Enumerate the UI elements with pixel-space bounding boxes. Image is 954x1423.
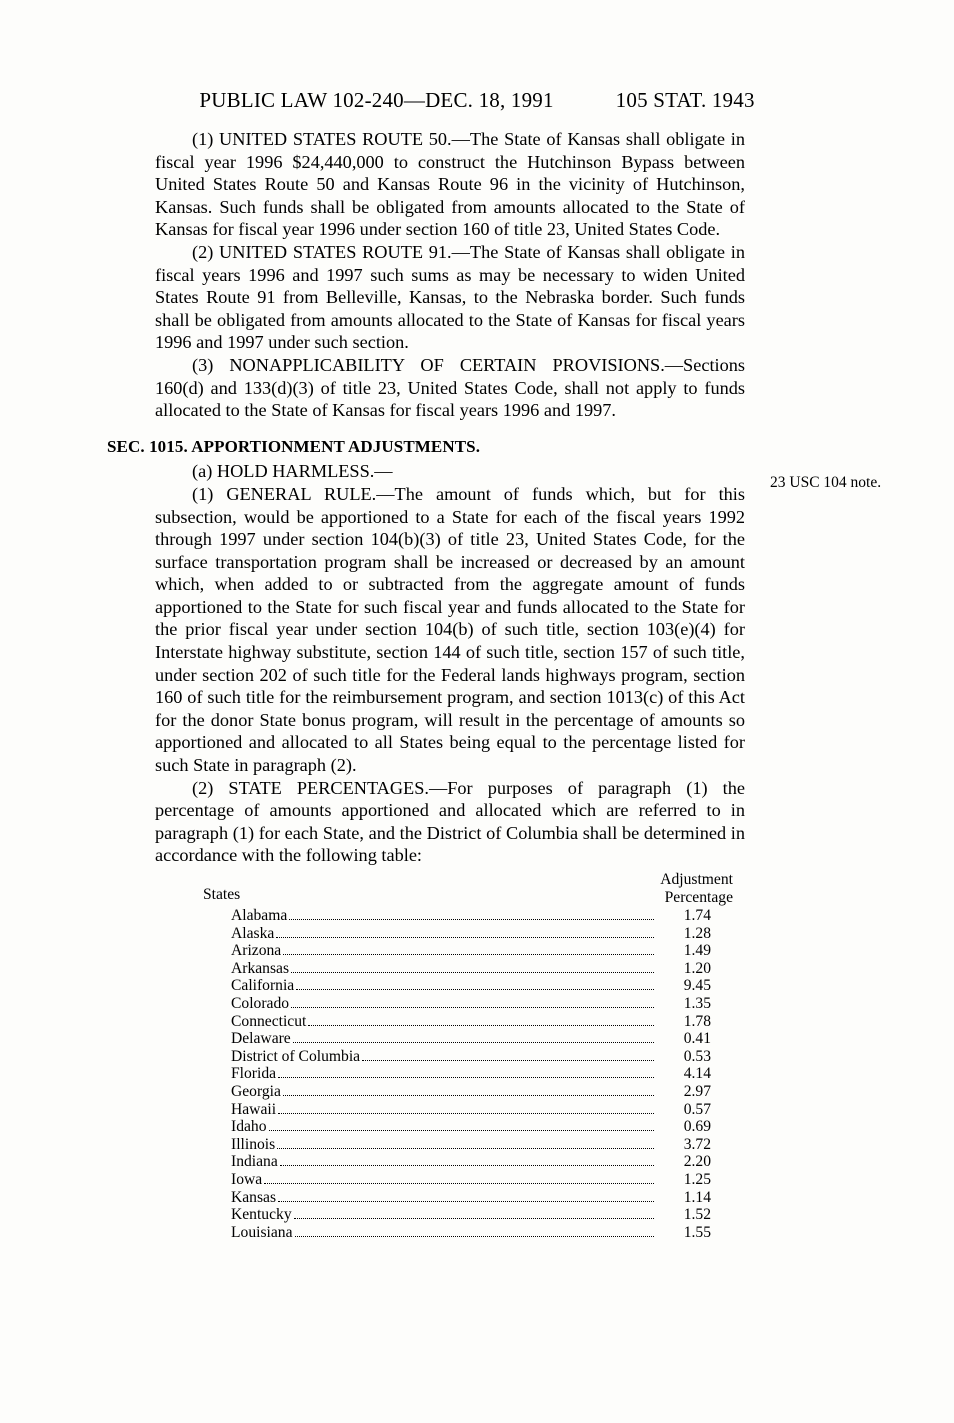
- marginal-note: 23 USC 104 note.: [770, 474, 882, 491]
- leader-dots: [269, 1120, 654, 1131]
- leader-dots: [294, 1208, 654, 1219]
- table-cell-state: Indiana: [231, 1153, 278, 1171]
- table-row: [203, 1065, 733, 1083]
- leader-dots: [283, 1085, 654, 1096]
- leader-dots: [295, 1226, 655, 1237]
- leader-dots: [264, 1173, 654, 1184]
- paragraph-5-label: (2) STATE PERCENTAGES.: [192, 777, 429, 798]
- header-statute-page: 105 STAT. 1943: [615, 88, 755, 112]
- table-row: [203, 995, 733, 1013]
- table-cell-percentage: 1.25: [683, 1170, 711, 1188]
- table-row: [203, 1206, 733, 1224]
- table-cell-percentage: 1.35: [683, 994, 711, 1012]
- table-cell-state: Kansas: [231, 1188, 277, 1206]
- table-cell-state: District of Columbia: [231, 1047, 361, 1065]
- table-col-adjustment: [660, 871, 733, 907]
- leader-dots: [277, 1138, 654, 1149]
- paragraph-2: [155, 241, 745, 354]
- leader-dots: [296, 979, 654, 990]
- paragraph-2-label: (2) UNITED STATES ROUTE 91.: [192, 241, 452, 262]
- table-col-adjustment-line2: Percentage: [664, 889, 733, 906]
- table-cell-percentage: 1.52: [683, 1206, 711, 1224]
- table-row: [203, 1101, 733, 1119]
- table-body: [203, 907, 733, 1241]
- leader-dots: [280, 1155, 654, 1166]
- leader-dots: [362, 1050, 654, 1061]
- table-row: [203, 925, 733, 943]
- table-cell-state: Hawaii: [231, 1100, 277, 1118]
- leader-dots: [308, 1015, 654, 1026]
- table-cell-state: Arizona: [231, 942, 282, 960]
- table-row: [203, 1013, 733, 1031]
- table-row: [203, 1118, 733, 1136]
- table-row: [203, 1030, 733, 1048]
- leader-dots: [278, 1103, 654, 1114]
- paragraph-3: [155, 354, 745, 422]
- table-cell-percentage: 1.20: [683, 959, 711, 977]
- table-cell-state: Connecticut: [231, 1012, 307, 1030]
- table-col-adjustment-line1: Adjustment: [660, 871, 733, 888]
- paragraph-3-text: —Sections 160(d) and 133(d)(3) of title 23, United States Code, shall not apply to funds allocated to the State of Kansas for fiscal years 1996 and 1997.: [155, 354, 745, 421]
- table-row: [203, 1153, 733, 1171]
- table-cell-percentage: 0.69: [683, 1118, 711, 1136]
- table-cell-percentage: 4.14: [683, 1065, 711, 1083]
- table-cell-state: California: [231, 977, 295, 995]
- paragraph-5-text: —For purposes of paragraph (1) the percentage of amounts apportioned and allocated which are referred to in paragraph (1) for each State, and the District of Columbia shall be determined in accordance with the following table:: [155, 777, 746, 866]
- table-cell-state: Florida: [231, 1065, 277, 1083]
- page-header: [0, 88, 954, 113]
- table-cell-state: Idaho: [231, 1118, 267, 1136]
- table-row: [203, 1189, 733, 1207]
- table-cell-state: Illinois: [231, 1135, 276, 1153]
- table-cell-state: Alabama: [231, 907, 288, 924]
- table-row: [203, 942, 733, 960]
- table-cell-state: Iowa: [231, 1170, 263, 1188]
- header-law-citation: PUBLIC LAW 102-240—DEC. 18, 1991: [199, 88, 554, 112]
- table-row: [203, 1083, 733, 1101]
- subsection-a-label: HOLD HARMLESS.—: [216, 461, 393, 482]
- table-cell-percentage: 1.55: [683, 1223, 711, 1241]
- table-cell-percentage: 3.72: [683, 1135, 711, 1153]
- table-cell-percentage: 1.49: [683, 942, 711, 960]
- table-cell-state: Alaska: [231, 924, 275, 942]
- leader-dots: [278, 1191, 654, 1202]
- paragraph-4: [155, 483, 745, 777]
- subsection-a-heading: [155, 460, 745, 483]
- leader-dots: [291, 997, 654, 1008]
- leader-dots: [283, 944, 654, 955]
- paragraph-2-text: —The State of Kansas shall obligate in fiscal years 1996 and 1997 such sums as may be necessary to widen United States Route 91 from Belleville, Kansas, to the Nebraska border. Such funds shall be obligated from amounts allocated to the State of Kansas for fiscal years 1996 and 1997 under such section.: [155, 241, 745, 353]
- table-row: [203, 960, 733, 978]
- leader-dots: [291, 962, 654, 973]
- table-cell-percentage: 1.14: [683, 1188, 711, 1206]
- table-row: [203, 1048, 733, 1066]
- paragraph-1-text: —The State of Kansas shall obligate in fiscal year 1996 $24,440,000 to construct the Hutchinson Bypass between United States Route 50 and Kansas Route 96 in the vicinity of Hutchinson, Kansas. Such funds shall be obligated from amounts allocated to the State of Kansas for fiscal year 1996 under section 160 of title 23, United States Code.: [155, 129, 745, 240]
- table-row: [203, 907, 733, 925]
- table-cell-percentage: 1.74: [683, 907, 711, 924]
- table-cell-percentage: 1.78: [683, 1012, 711, 1030]
- table-cell-percentage: 0.57: [683, 1100, 711, 1118]
- section-heading: SEC. 1015. APPORTIONMENT ADJUSTMENTS.: [107, 436, 481, 456]
- leader-dots: [278, 1067, 654, 1078]
- table-cell-state: Kentucky: [231, 1206, 292, 1224]
- state-percentages-table: [203, 871, 733, 1241]
- paragraph-3-label: (3) NONAPPLICABILITY OF CERTAIN PROVISIONS.: [192, 354, 665, 375]
- paragraph-1: [155, 128, 745, 241]
- paragraph-4-text: —The amount of funds which, but for this subsection, would be apportioned to a State for each of the fiscal years 1992 through 1997 under section 104(b)(3) of title 23, United States Code, for the surface transportation program shall be increased or decreased by an amount which, when added to or subtracted from the aggregate amount of funds apportioned to the State for such fiscal year and funds allocated to the State for the prior fiscal year under section 104(b) of such title, section 103(e)(4) for Interstate highway substitute, section 144 of such title, section 157 of such title, under section 202 of such title for the Federal lands highways program, section 160 of such title for the reimbursement program, and section 1013(c) of this Act for the donor State bonus program, will result in the percentage of amounts so apportioned and allocated to all States being equal to the percentage listed for such State in paragraph (2).: [155, 483, 745, 776]
- table-cell-percentage: 2.97: [683, 1082, 711, 1100]
- table-cell-state: Delaware: [231, 1030, 291, 1048]
- paragraph-1-label: (1) UNITED STATES ROUTE 50.: [192, 129, 452, 149]
- table-cell-percentage: 1.28: [683, 924, 711, 942]
- leader-dots: [293, 1032, 654, 1043]
- table-row: [203, 1224, 733, 1242]
- subsection-a-prefix: (a): [192, 461, 217, 482]
- leader-dots: [276, 927, 654, 938]
- table-cell-state: Arkansas: [231, 959, 290, 977]
- table-cell-state: Louisiana: [231, 1223, 293, 1241]
- table-row: [203, 1171, 733, 1189]
- leader-dots: [289, 909, 654, 920]
- table-col-states: States: [203, 886, 241, 904]
- paragraph-4-label: (1) GENERAL RULE.: [192, 483, 377, 504]
- table-cell-percentage: 0.41: [683, 1030, 711, 1048]
- table-row: [203, 977, 733, 995]
- table-cell-state: Georgia: [231, 1082, 281, 1100]
- table-cell-state: Colorado: [231, 994, 290, 1012]
- document-body: [107, 128, 746, 1241]
- paragraph-5: [155, 777, 745, 867]
- table-header-row: [203, 871, 733, 907]
- table-row: [203, 1136, 733, 1154]
- table-cell-percentage: 9.45: [683, 977, 711, 995]
- table-cell-percentage: 0.53: [683, 1047, 711, 1065]
- table-cell-percentage: 2.20: [683, 1153, 711, 1171]
